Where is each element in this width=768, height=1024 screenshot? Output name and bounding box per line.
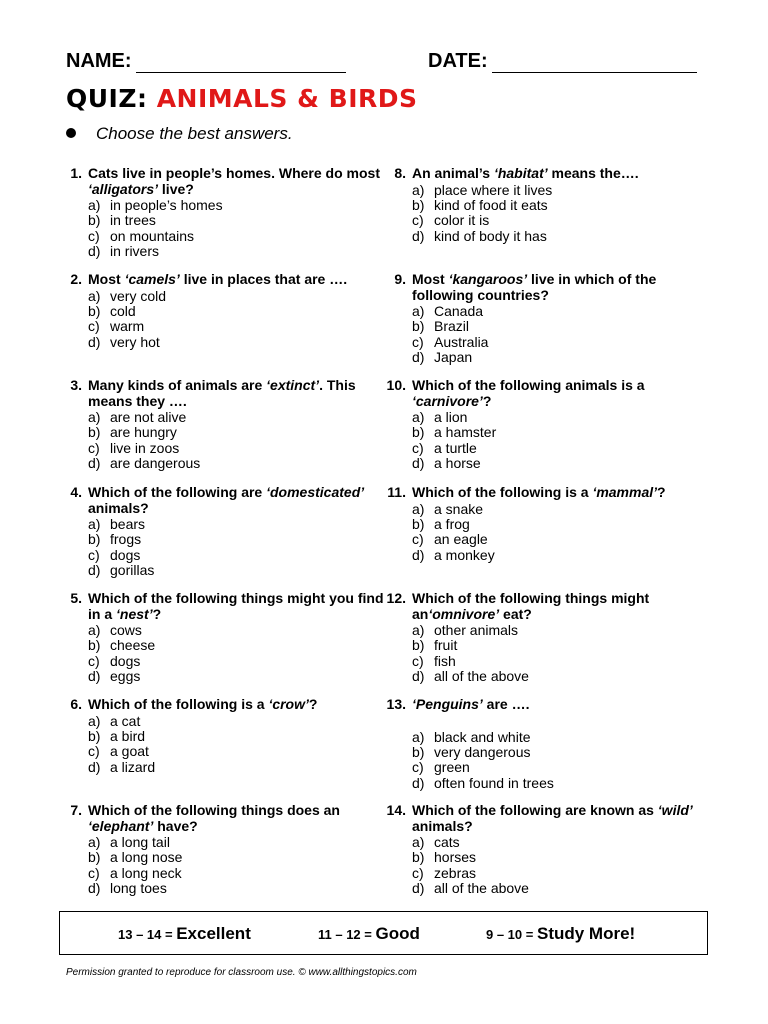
answer-option[interactable] bbox=[88, 548, 388, 563]
question-key-term: ‘Penguins’ bbox=[412, 696, 483, 712]
question-key-term: ‘domesticated’ bbox=[266, 484, 365, 500]
option-letter: c) bbox=[88, 864, 100, 881]
question-text-post: eat? bbox=[499, 605, 532, 622]
answer-options bbox=[412, 502, 712, 564]
answer-option[interactable] bbox=[412, 304, 712, 319]
option-text: horses bbox=[434, 849, 477, 866]
option-letter: c) bbox=[412, 864, 424, 881]
name-field bbox=[66, 50, 346, 73]
option-text: a bird bbox=[110, 727, 146, 744]
option-letter: c) bbox=[88, 546, 100, 563]
score-range: 9 – 10 = bbox=[486, 927, 534, 942]
option-text: warm bbox=[110, 318, 145, 335]
question-text-pre: An animal’s bbox=[412, 165, 494, 181]
question-key-term: ‘crow’ bbox=[268, 696, 309, 712]
option-letter: a) bbox=[412, 303, 425, 319]
answer-options bbox=[88, 517, 388, 579]
date-blank-line[interactable] bbox=[492, 54, 697, 73]
option-letter: b) bbox=[88, 212, 101, 229]
answer-option[interactable] bbox=[412, 760, 712, 775]
question-number: 14. bbox=[386, 802, 406, 818]
question-text-post: live in which of the following countries? bbox=[412, 271, 657, 303]
option-text: a monkey bbox=[434, 546, 495, 563]
option-text: Japan bbox=[434, 349, 473, 366]
option-text: long toes bbox=[110, 880, 167, 897]
answer-option[interactable] bbox=[88, 244, 388, 259]
question-body bbox=[412, 697, 712, 791]
answer-option[interactable] bbox=[88, 654, 388, 669]
option-letter: a) bbox=[412, 409, 425, 425]
answer-option[interactable] bbox=[412, 548, 712, 563]
question-text-post: ? bbox=[308, 696, 318, 712]
question-text bbox=[412, 272, 712, 303]
option-letter: b) bbox=[88, 637, 101, 654]
question-text-post: . This means they …. bbox=[88, 377, 356, 409]
option-text: a turtle bbox=[434, 439, 477, 456]
option-letter: d) bbox=[412, 774, 425, 791]
option-letter: d) bbox=[412, 455, 425, 472]
bullet-icon bbox=[66, 128, 76, 138]
answer-option[interactable] bbox=[88, 638, 388, 653]
option-text: other animals bbox=[434, 622, 519, 638]
option-letter: b) bbox=[412, 515, 425, 532]
question-key-term: ‘extinct’ bbox=[266, 377, 320, 393]
option-letter: b) bbox=[412, 424, 425, 441]
option-text: dogs bbox=[110, 546, 141, 563]
question-number: 3. bbox=[70, 377, 82, 393]
score-good bbox=[318, 924, 420, 944]
question-text bbox=[412, 591, 712, 622]
option-letter: a) bbox=[88, 197, 101, 213]
option-text: kind of body it has bbox=[434, 227, 547, 244]
answer-option[interactable] bbox=[412, 319, 712, 334]
answer-option[interactable] bbox=[88, 563, 388, 578]
question-text-post: ? bbox=[152, 605, 162, 622]
option-text: zebras bbox=[434, 864, 477, 881]
question-number: 6. bbox=[70, 696, 82, 712]
answer-option[interactable] bbox=[412, 213, 712, 228]
question-text-post: ? bbox=[657, 484, 666, 500]
question-text-post: animals? bbox=[412, 817, 473, 834]
question-body bbox=[88, 166, 388, 260]
question-text bbox=[412, 485, 712, 501]
option-letter: a) bbox=[412, 622, 425, 638]
option-letter: d) bbox=[412, 227, 425, 244]
question-text-pre: Which of the following is a bbox=[412, 484, 593, 500]
instructions-text: Choose the best answers. bbox=[96, 124, 293, 143]
question-text-post: means the…. bbox=[547, 165, 639, 181]
answer-option[interactable] bbox=[88, 744, 388, 759]
question-text bbox=[88, 697, 388, 713]
score-excellent bbox=[118, 924, 251, 944]
option-letter: c) bbox=[412, 759, 424, 776]
option-text: in people’s homes bbox=[110, 197, 223, 213]
question-key-term: ‘omnivore’ bbox=[428, 605, 500, 622]
date-field bbox=[428, 50, 697, 73]
question-body bbox=[412, 591, 712, 685]
option-text: very dangerous bbox=[434, 743, 531, 760]
answer-options bbox=[412, 410, 712, 472]
question-body bbox=[412, 272, 712, 366]
option-letter: c) bbox=[88, 318, 100, 335]
question-number: 13. bbox=[386, 696, 406, 712]
answer-option[interactable] bbox=[412, 669, 712, 684]
option-letter: d) bbox=[88, 243, 101, 260]
question-text-pre: Many kinds of animals are bbox=[88, 377, 267, 393]
option-text: cats bbox=[434, 834, 460, 850]
question-text bbox=[88, 166, 388, 197]
answer-option[interactable] bbox=[88, 669, 388, 684]
option-letter: c) bbox=[412, 333, 424, 350]
option-text: are dangerous bbox=[110, 455, 201, 472]
question-number: 8. bbox=[394, 165, 406, 181]
title-topic: ANIMALS & BIRDS bbox=[156, 84, 418, 113]
answer-option[interactable] bbox=[88, 760, 388, 775]
question-number: 5. bbox=[70, 590, 82, 606]
question-number: 7. bbox=[70, 802, 82, 818]
option-text: all of the above bbox=[434, 880, 529, 897]
option-letter: b) bbox=[88, 302, 101, 319]
answer-option[interactable] bbox=[88, 623, 388, 638]
option-letter: d) bbox=[412, 349, 425, 366]
option-text: live in zoos bbox=[110, 439, 180, 456]
question-text-pre: Which of the following are known as bbox=[412, 802, 658, 818]
question-body bbox=[412, 803, 712, 897]
question-body bbox=[88, 591, 388, 685]
question-text-post: ? bbox=[482, 392, 492, 409]
option-text: very hot bbox=[110, 333, 160, 350]
answer-option[interactable] bbox=[412, 881, 712, 896]
answer-option[interactable] bbox=[88, 714, 388, 729]
answer-option[interactable] bbox=[88, 335, 388, 350]
question-text-pre: Which of the following things might an bbox=[412, 590, 650, 622]
answer-option[interactable] bbox=[88, 532, 388, 547]
option-text: color it is bbox=[434, 212, 490, 229]
option-text: a hamster bbox=[434, 424, 497, 441]
answer-options bbox=[88, 410, 388, 472]
answer-option[interactable] bbox=[412, 198, 712, 213]
option-letter: a) bbox=[412, 728, 425, 745]
answer-option[interactable] bbox=[412, 441, 712, 456]
answer-option[interactable] bbox=[88, 517, 388, 532]
question-body bbox=[88, 378, 388, 472]
question-body bbox=[88, 803, 388, 897]
answer-options bbox=[88, 623, 388, 685]
question-text bbox=[412, 378, 712, 409]
answer-option[interactable] bbox=[412, 776, 712, 791]
option-text: bears bbox=[110, 516, 146, 532]
answer-option[interactable] bbox=[88, 881, 388, 896]
question-text-pre: Cats live in people’s homes. Where do most bbox=[88, 165, 380, 181]
option-text: a lion bbox=[434, 409, 468, 425]
answer-option[interactable] bbox=[88, 304, 388, 319]
option-text: black and white bbox=[434, 728, 531, 745]
footer-permission: Permission granted to reproduce for classroom use. © www.allthingstopics.com bbox=[66, 967, 417, 978]
option-letter: a) bbox=[88, 287, 101, 304]
question-text bbox=[412, 803, 712, 834]
answer-option[interactable] bbox=[412, 532, 712, 547]
answer-option[interactable] bbox=[412, 229, 712, 244]
question-body bbox=[88, 485, 388, 579]
option-text: in trees bbox=[110, 212, 156, 229]
answer-option[interactable] bbox=[412, 745, 712, 760]
option-letter: c) bbox=[412, 439, 424, 456]
option-text: a goat bbox=[110, 743, 149, 760]
answer-option[interactable] bbox=[412, 850, 712, 865]
option-letter: a) bbox=[88, 712, 101, 729]
option-letter: a) bbox=[412, 500, 425, 517]
score-label: Excellent bbox=[176, 924, 251, 943]
answer-options bbox=[88, 289, 388, 351]
name-label: NAME: bbox=[66, 50, 132, 72]
option-text: a long tail bbox=[110, 834, 170, 850]
option-text: a snake bbox=[434, 500, 484, 517]
question-text-post: have? bbox=[153, 817, 198, 834]
option-letter: a) bbox=[88, 622, 101, 638]
option-letter: d) bbox=[412, 880, 425, 897]
answer-option[interactable] bbox=[88, 289, 388, 304]
question-text-pre: Most bbox=[412, 271, 449, 287]
question-text bbox=[88, 803, 388, 834]
answer-option[interactable] bbox=[412, 623, 712, 638]
question-text-pre: Which of the following things does an bbox=[88, 802, 340, 818]
answer-options bbox=[412, 835, 712, 897]
question-key-term: ‘carnivore’ bbox=[412, 392, 483, 409]
option-letter: d) bbox=[88, 562, 101, 579]
question-number: 1. bbox=[70, 165, 82, 181]
option-letter: b) bbox=[88, 424, 101, 441]
option-text: very cold bbox=[110, 287, 167, 304]
question-text-pre: Most bbox=[88, 271, 125, 287]
score-label: Good bbox=[375, 924, 420, 943]
answer-option[interactable] bbox=[412, 456, 712, 471]
answer-option[interactable] bbox=[88, 198, 388, 213]
question-text-post: animals? bbox=[88, 499, 149, 516]
option-letter: c) bbox=[412, 652, 424, 669]
question-text-post: are …. bbox=[482, 696, 530, 712]
answer-option[interactable] bbox=[412, 183, 712, 198]
question-key-term: ‘habitat’ bbox=[493, 165, 548, 181]
option-text: fruit bbox=[434, 637, 458, 654]
answer-options bbox=[412, 730, 712, 792]
question-text-post: live? bbox=[158, 180, 194, 197]
answer-option[interactable] bbox=[412, 866, 712, 881]
option-letter: a) bbox=[412, 181, 425, 198]
answer-option[interactable] bbox=[412, 410, 712, 425]
question-body bbox=[412, 166, 712, 244]
question-key-term: ‘wild’ bbox=[657, 802, 693, 818]
question-body bbox=[412, 378, 712, 472]
answer-option[interactable] bbox=[88, 410, 388, 425]
question-number: 12. bbox=[386, 590, 406, 606]
score-label: Study More! bbox=[536, 924, 636, 943]
question-number: 9. bbox=[394, 271, 406, 287]
option-letter: d) bbox=[412, 546, 425, 563]
option-letter: d) bbox=[88, 333, 101, 350]
option-letter: c) bbox=[412, 212, 424, 229]
title-prefix: QUIZ: bbox=[66, 84, 148, 113]
answer-option[interactable] bbox=[412, 654, 712, 669]
option-text: are hungry bbox=[110, 424, 177, 441]
option-text: a long nose bbox=[110, 849, 183, 866]
answer-option[interactable] bbox=[88, 835, 388, 850]
option-text: Canada bbox=[434, 303, 484, 319]
option-letter: d) bbox=[412, 668, 425, 685]
option-text: gorillas bbox=[110, 562, 155, 579]
option-text: frogs bbox=[110, 531, 142, 548]
option-text: on mountains bbox=[110, 227, 195, 244]
question-text-pre: Which of the following things might you find in a bbox=[88, 590, 384, 622]
option-letter: b) bbox=[412, 637, 425, 654]
question-text-pre: Which of the following is a bbox=[88, 696, 269, 712]
name-blank-line[interactable] bbox=[136, 54, 346, 73]
option-text: in rivers bbox=[110, 243, 160, 260]
option-letter: b) bbox=[412, 849, 425, 866]
question-number: 10. bbox=[386, 377, 406, 393]
question-key-term: ‘camels’ bbox=[124, 271, 180, 287]
question-text bbox=[88, 378, 388, 409]
option-text: a lizard bbox=[110, 758, 156, 775]
option-text: place where it lives bbox=[434, 181, 553, 198]
question-key-term: ‘nest’ bbox=[116, 605, 153, 622]
option-text: a frog bbox=[434, 515, 470, 532]
option-text: kind of food it eats bbox=[434, 196, 548, 213]
answer-option[interactable] bbox=[88, 319, 388, 334]
answer-options bbox=[412, 304, 712, 366]
question-number: 11. bbox=[387, 484, 406, 500]
question-body bbox=[412, 485, 712, 563]
page-title bbox=[66, 84, 418, 113]
option-letter: c) bbox=[88, 652, 100, 669]
score-study-more bbox=[486, 924, 635, 944]
question-text-pre: Which of the following animals is a bbox=[412, 377, 645, 393]
question-text bbox=[412, 166, 712, 182]
option-letter: a) bbox=[88, 516, 101, 532]
answer-option[interactable] bbox=[412, 517, 712, 532]
question-key-term: ‘alligators’ bbox=[88, 180, 159, 197]
date-label: DATE: bbox=[428, 50, 488, 72]
option-text: cheese bbox=[110, 637, 156, 654]
answer-option[interactable] bbox=[412, 638, 712, 653]
option-letter: c) bbox=[88, 439, 100, 456]
option-text: cows bbox=[110, 622, 142, 638]
answer-option[interactable] bbox=[88, 213, 388, 228]
answer-option[interactable] bbox=[412, 730, 712, 745]
answer-options bbox=[88, 835, 388, 897]
option-text: dogs bbox=[110, 652, 141, 669]
question-key-term: ‘mammal’ bbox=[592, 484, 658, 500]
answer-option[interactable] bbox=[88, 441, 388, 456]
option-letter: c) bbox=[88, 227, 100, 244]
option-text: are not alive bbox=[110, 409, 187, 425]
option-letter: b) bbox=[88, 531, 101, 548]
answer-option[interactable] bbox=[412, 425, 712, 440]
question-text bbox=[88, 485, 388, 516]
option-text: cold bbox=[110, 302, 136, 319]
answer-option[interactable] bbox=[88, 850, 388, 865]
question-key-term: ‘kangaroos’ bbox=[448, 271, 528, 287]
question-body bbox=[88, 697, 388, 775]
instructions bbox=[66, 124, 293, 144]
question-body bbox=[88, 272, 388, 350]
option-text: Australia bbox=[434, 333, 489, 350]
option-letter: b) bbox=[412, 196, 425, 213]
option-text: Brazil bbox=[434, 318, 470, 335]
question-number: 4. bbox=[70, 484, 82, 500]
score-box bbox=[59, 911, 708, 955]
option-text: an eagle bbox=[434, 531, 488, 548]
answer-option[interactable] bbox=[412, 835, 712, 850]
answer-options bbox=[412, 183, 712, 245]
question-text-pre: Which of the following are bbox=[88, 484, 267, 500]
question-text bbox=[88, 272, 388, 288]
question-text bbox=[412, 697, 712, 713]
option-letter: d) bbox=[88, 880, 101, 897]
answer-options bbox=[412, 623, 712, 685]
option-letter: c) bbox=[412, 531, 424, 548]
option-text: all of the above bbox=[434, 668, 529, 685]
option-letter: a) bbox=[88, 834, 101, 850]
question-key-term: ‘elephant’ bbox=[88, 817, 154, 834]
score-range: 13 – 14 = bbox=[118, 927, 173, 942]
option-letter: b) bbox=[88, 849, 101, 866]
option-letter: b) bbox=[412, 318, 425, 335]
option-letter: d) bbox=[88, 758, 101, 775]
option-letter: b) bbox=[412, 743, 425, 760]
option-text: a cat bbox=[110, 712, 141, 729]
option-text: green bbox=[434, 759, 470, 776]
answer-option[interactable] bbox=[88, 456, 388, 471]
answer-option[interactable] bbox=[412, 502, 712, 517]
answer-option[interactable] bbox=[88, 729, 388, 744]
question-number: 2. bbox=[70, 271, 82, 287]
option-letter: d) bbox=[88, 668, 101, 685]
option-letter: d) bbox=[88, 455, 101, 472]
option-letter: c) bbox=[88, 743, 100, 760]
answer-option[interactable] bbox=[88, 866, 388, 881]
answer-option[interactable] bbox=[412, 350, 712, 365]
score-range: 11 – 12 = bbox=[318, 927, 372, 942]
question-text bbox=[88, 591, 388, 622]
option-letter: b) bbox=[88, 727, 101, 744]
question-text-post: live in places that are …. bbox=[179, 271, 348, 287]
option-text: eggs bbox=[110, 668, 141, 685]
answer-option[interactable] bbox=[88, 229, 388, 244]
option-letter: a) bbox=[88, 409, 101, 425]
option-text: a long neck bbox=[110, 864, 182, 881]
answer-option[interactable] bbox=[88, 425, 388, 440]
option-letter: a) bbox=[412, 834, 425, 850]
answer-options bbox=[88, 198, 388, 260]
option-text: often found in trees bbox=[434, 774, 554, 791]
answer-options bbox=[88, 714, 388, 776]
option-text: a horse bbox=[434, 455, 481, 472]
answer-option[interactable] bbox=[412, 335, 712, 350]
option-text: fish bbox=[434, 652, 456, 669]
